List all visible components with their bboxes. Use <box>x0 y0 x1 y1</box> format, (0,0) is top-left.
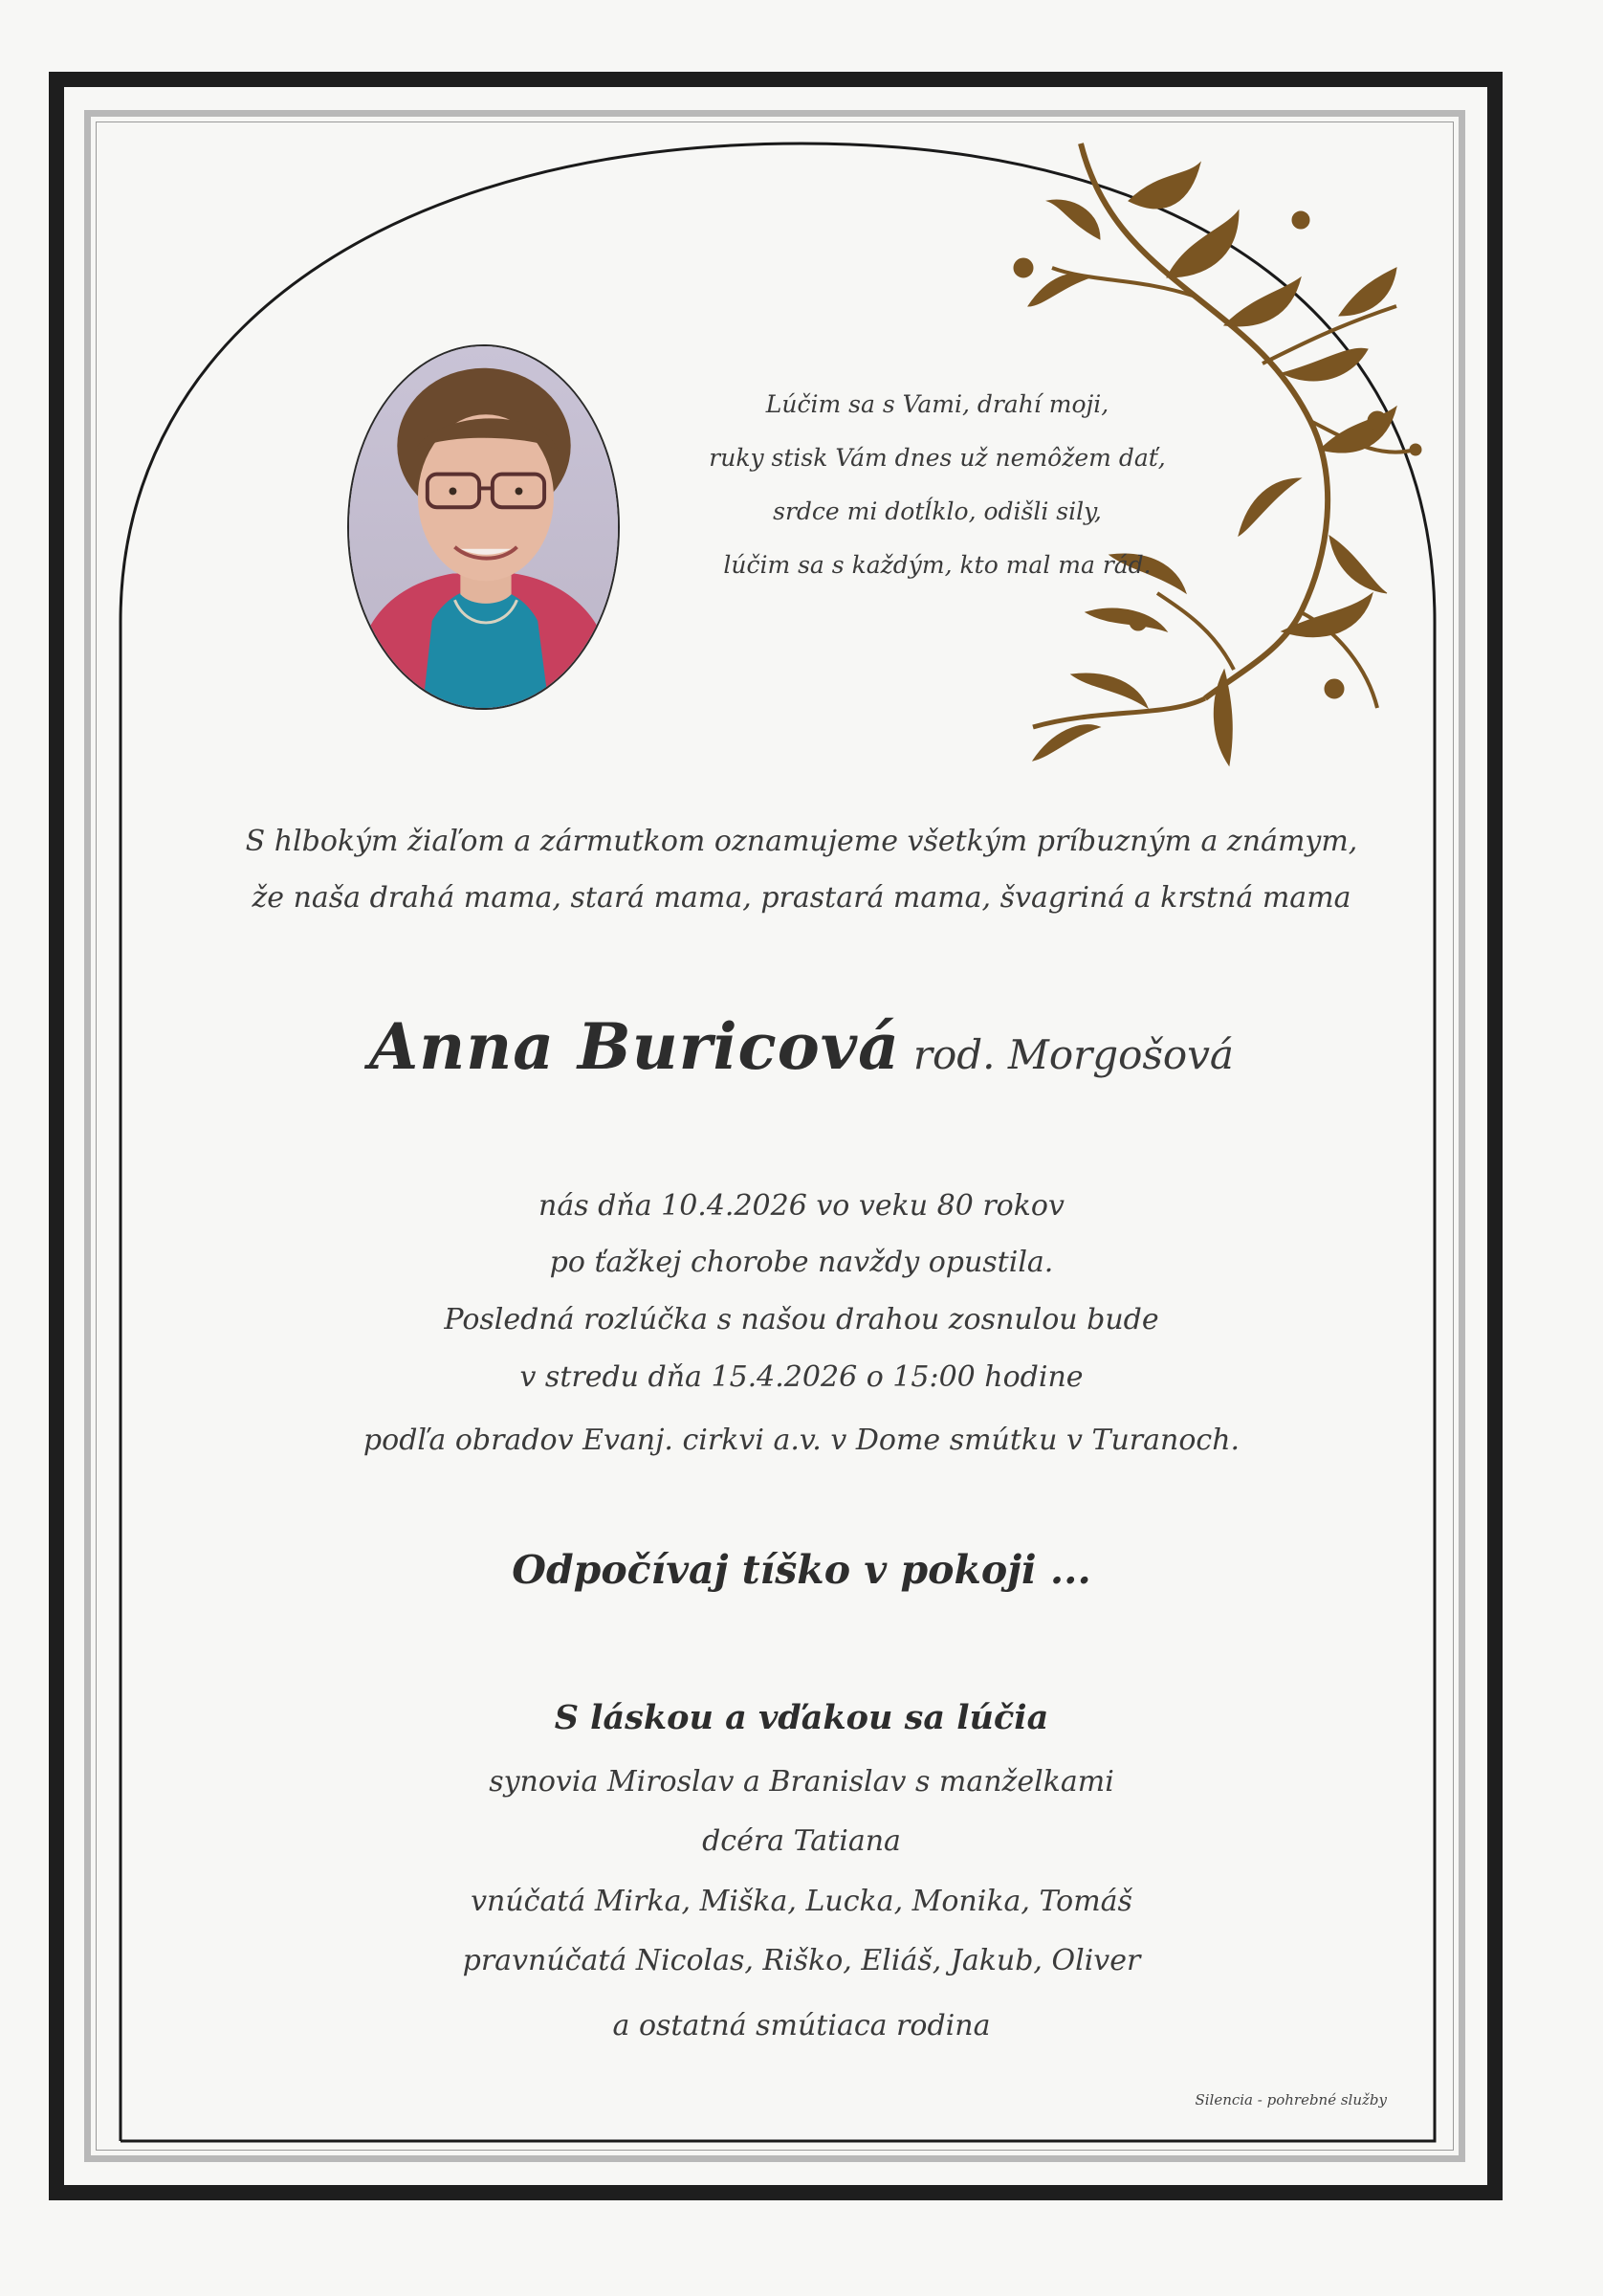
deceased-name: Anna Buricová <box>369 1009 900 1084</box>
portrait-photo <box>347 344 620 710</box>
poem-line: ruky stisk Vám dnes už nemôžem dať, <box>709 444 1166 472</box>
funeral-service-credit: Silencia - pohrebné služby <box>1195 2091 1387 2108</box>
announcement-line: po ťažkej chorobe navždy opustila. <box>549 1246 1054 1279</box>
intro-line: S hlbokým žiaľom a zármutkom oznamujeme všetkým príbuzným a známym, <box>245 825 1358 858</box>
announcement-line: Posledná rozlúčka s našou drahou zosnulou bude <box>444 1303 1159 1336</box>
rest-in-peace-motto: Odpočívaj tíško v pokoji ... <box>512 1547 1091 1593</box>
poem-line: lúčim sa s každým, kto mal ma rád. <box>723 551 1152 579</box>
closing-heading: S láskou a vďakou sa lúčia <box>554 1698 1049 1737</box>
family-line: pravnúčatá Nicolas, Riško, Eliáš, Jakub, Oliver <box>462 1944 1141 1977</box>
deceased-birth-name: rod. Morgošová <box>912 1031 1234 1078</box>
announcement-line: nás dňa 10.4.2026 vo veku 80 rokov <box>538 1189 1065 1223</box>
deceased-name-line <box>0 1009 1603 1084</box>
family-line: a ostatná smútiaca rodina <box>612 2009 991 2042</box>
announcement-line: v stredu dňa 15.4.2026 o 15:00 hodine <box>519 1360 1084 1394</box>
poem-line: srdce mi dotĺklo, odišli sily, <box>773 497 1102 525</box>
family-line: synovia Miroslav a Branislav s manželkami <box>489 1765 1114 1799</box>
family-line: vnúčatá Mirka, Miška, Lucka, Monika, Tomáš <box>471 1885 1132 1918</box>
intro-line: že naša drahá mama, stará mama, prastará mama, švagriná a krstná mama <box>252 881 1351 915</box>
announcement-line: podľa obradov Evanj. cirkvi a.v. v Dome smútku v Turanoch. <box>362 1424 1241 1457</box>
poem-line: Lúčim sa s Vami, drahí moji, <box>765 390 1109 418</box>
family-line: dcéra Tatiana <box>702 1824 901 1858</box>
